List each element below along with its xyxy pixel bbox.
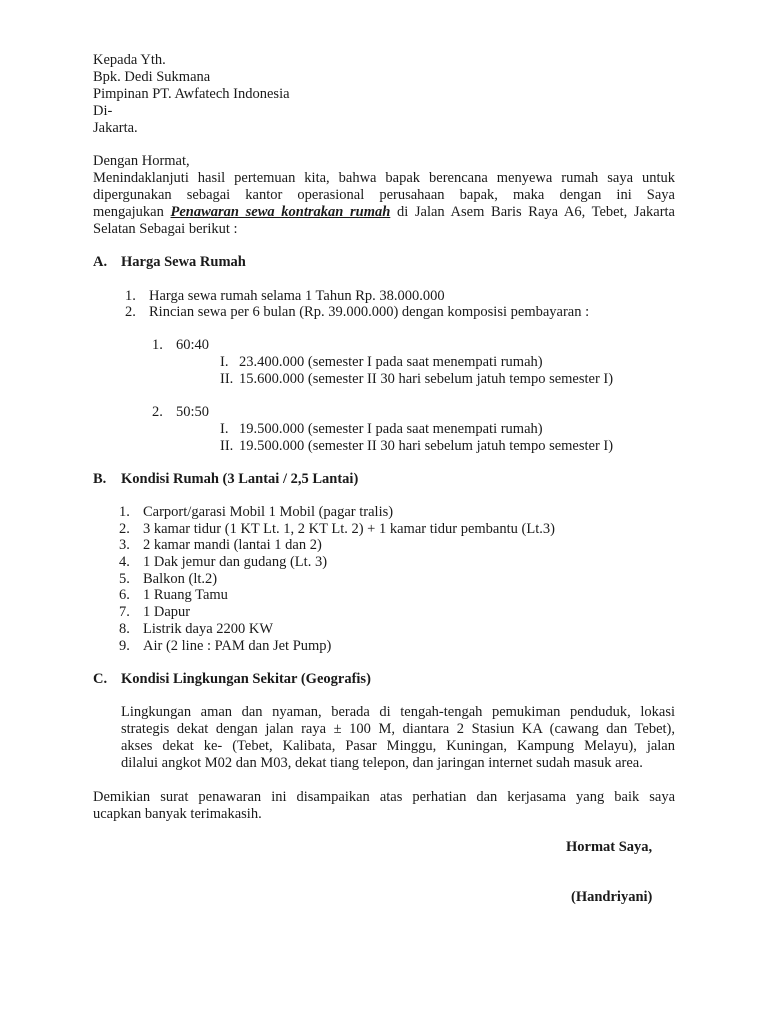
list-item-number: 8. <box>119 621 130 637</box>
list-item-text: Listrik daya 2200 KW <box>143 621 274 637</box>
list-item <box>119 537 322 554</box>
list-item-text: Carport/garasi Mobil 1 Mobil (pagar tralis) <box>143 504 394 520</box>
list-item <box>125 304 589 321</box>
list-item-text: 3 kamar tidur (1 KT Lt. 1, 2 KT Lt. 2) + 1 kamar tidur pembantu (Lt.3) <box>143 521 555 537</box>
payment-line <box>220 354 543 371</box>
payment-option-number: 1. <box>152 337 163 353</box>
section-a-title: Harga Sewa Rumah <box>121 254 246 270</box>
section-c-line-3: akses dekat ke- (Tebet, Kalibata, Pasar Minggu, Kuningan, Kampung Melayu), jalan <box>121 738 675 754</box>
list-item <box>119 638 331 655</box>
recipient-name: Bpk. Dedi Sukmana <box>93 69 211 85</box>
section-c-line-4: dilalui angkot M02 dan M03, dekat tiang telepon, dan jaringan internet sudah masuk area. <box>121 755 643 771</box>
list-item-number: 2. <box>119 521 130 537</box>
roman-numeral: I. <box>220 354 229 370</box>
signer-name: (Handriyani) <box>571 889 653 905</box>
list-item-text: Balkon (lt.2) <box>143 571 218 587</box>
recipient-line-1: Kepada Yth. <box>93 52 166 68</box>
list-item-number: 6. <box>119 587 130 603</box>
list-item <box>125 288 445 305</box>
section-a-marker: A. <box>93 254 108 270</box>
payment-option-number: 2. <box>152 404 163 420</box>
list-item-number: 4. <box>119 554 130 570</box>
list-item <box>119 604 190 621</box>
list-item-text: 1 Dak jemur dan gudang (Lt. 3) <box>143 554 328 570</box>
section-c-line-2: strategis dekat dengan jalan raya ± 100 M, diantara 2 Stasiun KA (cawang dan Tebet), <box>121 721 675 737</box>
list-item-number: 5. <box>119 571 130 587</box>
opening-line-3-pre: mengajukan <box>93 204 171 220</box>
list-item-text: Harga sewa rumah selama 1 Tahun Rp. 38.000.000 <box>149 288 445 304</box>
list-item-number: 1. <box>125 288 136 304</box>
list-item <box>119 621 273 638</box>
roman-numeral: I. <box>220 421 229 437</box>
list-item <box>119 571 217 588</box>
opening-line-4: Selatan Sebagai berikut : <box>93 221 238 237</box>
section-c-marker: C. <box>93 671 108 687</box>
list-item-text: Rincian sewa per 6 bulan (Rp. 39.000.000) dengan komposisi pembayaran : <box>149 304 590 320</box>
opening-line-3-post: di Jalan Asem Baris Raya A6, Tebet, Jakarta <box>390 204 675 220</box>
recipient-city: Jakarta. <box>93 120 138 136</box>
section-c-heading <box>93 671 371 688</box>
section-c-title: Kondisi Lingkungan Sekitar (Geografis) <box>121 671 371 687</box>
recipient-title: Pimpinan PT. Awfatech Indonesia <box>93 86 290 102</box>
list-item-text: 2 kamar mandi (lantai 1 dan 2) <box>143 537 322 553</box>
list-item <box>119 554 327 571</box>
list-item <box>119 521 555 538</box>
payment-line-text: 23.400.000 (semester I pada saat menempati rumah) <box>239 354 543 370</box>
payment-line-text: 19.500.000 (semester II 30 hari sebelum jatuh tempo semester I) <box>239 438 614 454</box>
list-item <box>119 587 228 604</box>
payment-line-text: 19.500.000 (semester I pada saat menempati rumah) <box>239 421 543 437</box>
payment-line-text: 15.600.000 (semester II 30 hari sebelum jatuh tempo semester I) <box>239 371 614 387</box>
payment-line <box>220 438 613 455</box>
closing-line-2: ucapkan banyak terimakasih. <box>93 806 262 822</box>
section-b-marker: B. <box>93 471 107 487</box>
payment-option <box>152 337 209 354</box>
roman-numeral: II. <box>220 371 234 387</box>
payment-line <box>220 421 543 438</box>
regards: Hormat Saya, <box>566 839 653 855</box>
greeting: Dengan Hormat, <box>93 153 190 169</box>
section-a-heading <box>93 254 246 271</box>
list-item <box>119 504 393 521</box>
recipient-line-4: Di- <box>93 103 113 119</box>
opening-line-3 <box>93 204 675 221</box>
payment-option-label: 60:40 <box>176 337 210 353</box>
roman-numeral: II. <box>220 438 234 454</box>
list-item-number: 3. <box>119 537 130 553</box>
payment-option-label: 50:50 <box>176 404 210 420</box>
list-item-number: 1. <box>119 504 130 520</box>
payment-line <box>220 371 613 388</box>
payment-option <box>152 404 209 421</box>
list-item-text: 1 Ruang Tamu <box>143 587 228 603</box>
closing-line-1: Demikian surat penawaran ini disampaikan atas perhatian dan kerjasama yang baik saya <box>93 789 675 805</box>
section-c-line-1: Lingkungan aman dan nyaman, berada di tengah-tengah pemukiman penduduk, lokasi <box>121 704 675 720</box>
opening-line-2: dipergunakan sebagai kantor operasional perusahaan bapak, maka dengan ini Saya <box>93 187 675 203</box>
section-b-title: Kondisi Rumah (3 Lantai / 2,5 Lantai) <box>121 471 359 487</box>
list-item-number: 7. <box>119 604 130 620</box>
opening-line-1: Menindaklanjuti hasil pertemuan kita, bahwa bapak berencana menyewa rumah saya untuk <box>93 170 675 186</box>
list-item-number: 2. <box>125 304 136 320</box>
list-item-number: 9. <box>119 638 130 654</box>
section-b-heading <box>93 471 358 488</box>
list-item-text: 1 Dapur <box>143 604 191 620</box>
list-item-text: Air (2 line : PAM dan Jet Pump) <box>143 638 332 654</box>
offer-highlight: Penawaran sewa kontrakan rumah <box>170 204 391 220</box>
